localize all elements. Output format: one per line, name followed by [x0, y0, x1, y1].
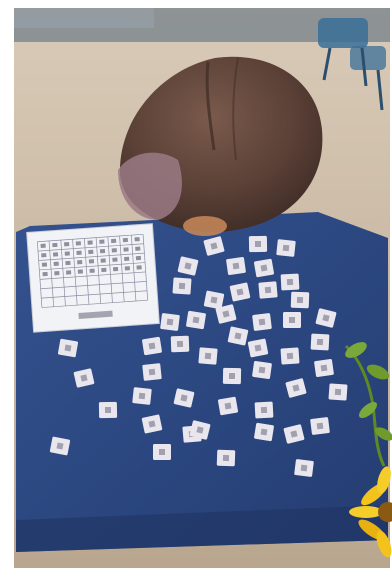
worksheet-letter-mark: [52, 243, 57, 247]
worksheet-letter-mark: [87, 240, 92, 244]
tile-letter-mark: [297, 297, 303, 303]
tile-letter-mark: [179, 283, 185, 289]
tile-letter-mark: [335, 389, 341, 395]
worksheet-letter-mark: [54, 262, 59, 266]
worksheet: [27, 224, 160, 333]
worksheet-letter-mark: [124, 257, 129, 261]
tile-letter-mark: [255, 241, 261, 247]
tile-letter-mark: [265, 287, 272, 294]
tile-letter-mark: [254, 344, 261, 351]
worksheet-letter-mark: [41, 244, 46, 248]
tile-letter-mark: [321, 365, 328, 372]
tile-letter-mark: [259, 319, 266, 326]
tile-letter-mark: [149, 369, 156, 376]
tile-letter-mark: [229, 373, 235, 379]
tile-letter-mark: [65, 345, 72, 352]
window-light: [14, 8, 154, 28]
worksheet-letter-mark: [66, 270, 71, 274]
tile-letter-mark: [261, 265, 268, 272]
tile-letter-mark: [223, 455, 229, 461]
tile-letter-mark: [289, 317, 295, 323]
tile-letter-mark: [236, 288, 243, 295]
tile-letter-mark: [205, 353, 212, 360]
worksheet-letter-mark: [42, 272, 47, 276]
worksheet-letter-mark: [89, 259, 94, 263]
tile-letter-mark: [317, 423, 324, 430]
tile-letter-mark: [159, 449, 165, 455]
worksheet-letter-mark: [64, 242, 69, 246]
tile-letter-mark: [193, 317, 200, 324]
worksheet-letter-mark: [101, 268, 106, 272]
worksheet-letter-mark: [125, 266, 130, 270]
worksheet-letter-mark: [111, 239, 116, 243]
worksheet-letter-mark: [100, 249, 105, 253]
ear: [183, 216, 227, 236]
worksheet-letter-mark: [99, 240, 104, 244]
worksheet-letter-mark: [134, 237, 139, 241]
tile-letter-mark: [261, 407, 267, 413]
tile-letter-mark: [259, 367, 266, 374]
tile-letter-mark: [225, 403, 232, 410]
tile-letter-mark: [148, 420, 155, 427]
worksheet-letter-mark: [123, 247, 128, 251]
worksheet-letter-mark: [76, 251, 81, 255]
tile-letter-mark: [287, 353, 293, 359]
tile-letter-mark: [261, 429, 268, 436]
tile-letter-mark: [139, 393, 146, 400]
worksheet-letter-mark: [76, 241, 81, 245]
worksheet-letter-mark: [136, 256, 141, 260]
worksheet-letter-mark: [54, 271, 59, 275]
tile-letter-mark: [149, 343, 156, 350]
tile-letter-mark: [301, 465, 308, 472]
worksheet-letter-mark: [41, 253, 46, 257]
tile-letter-mark: [177, 341, 183, 347]
worksheet-letter-mark: [65, 251, 70, 255]
tile-letter-mark: [283, 245, 290, 252]
tile-letter-mark: [56, 442, 63, 449]
worksheet-letter-mark: [65, 261, 70, 265]
worksheet-letter-mark: [112, 248, 117, 252]
tile-letter-mark: [317, 339, 323, 345]
worksheet-letter-mark: [113, 267, 118, 271]
worksheet-letter-mark: [42, 262, 47, 266]
worksheet-letter-mark: [89, 269, 94, 273]
tile-letter-mark: [210, 296, 217, 303]
tile-letter-mark: [234, 332, 241, 339]
worksheet-letter-mark: [101, 258, 106, 262]
worksheet-letter-mark: [123, 238, 128, 242]
tile-letter-mark: [287, 279, 293, 285]
worksheet-letter-mark: [136, 265, 141, 269]
worksheet-letter-mark: [77, 260, 82, 264]
tile-letter-mark: [105, 407, 111, 413]
worksheet-letter-mark: [112, 258, 117, 262]
tile-letter-mark: [167, 319, 174, 326]
worksheet-letter-mark: [78, 269, 83, 273]
worksheet-letter-mark: [53, 252, 58, 256]
worksheet-letter-mark: [135, 246, 140, 250]
tile-letter-mark: [233, 263, 240, 270]
worksheet-letter-mark: [88, 250, 93, 254]
